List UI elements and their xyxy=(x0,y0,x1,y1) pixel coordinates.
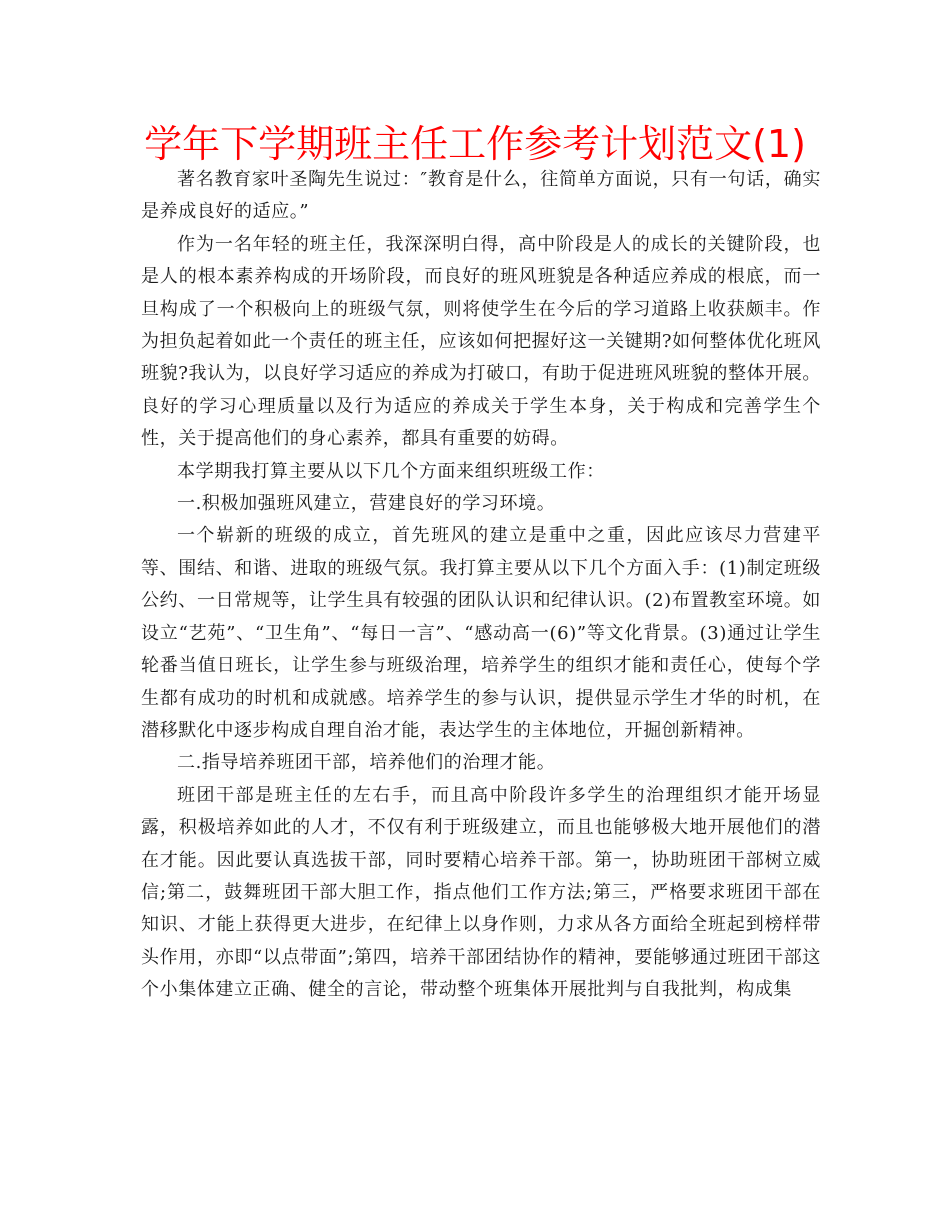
document-body xyxy=(141,164,821,1007)
paragraph-intro: 作为一名年轻的班主任，我深深明白得，高中阶段是人的成长的关键阶段，也是人的根本素养构成的开场阶段，而良好的班风班貌是各种适应养成的根底，而一旦构成了一个积极向上的班级气氛，则将使学生在今后的学习道路上收获颇丰。作为担负起着如此一个责任的班主任，应该如何把握好这一关键期?如何整体优化班风班貌?我认为，以良好学习适应的养成为打破口，有助于促进班风班貌的整体开展。良好的学习心理质量以及行为适应的养成关于学生本身，关于构成和完善学生个性，关于提高他们的身心素养，都具有重要的妨碍。 xyxy=(141,233,821,450)
paragraph-plan-overview: 本学期我打算主要从以下几个方面来组织班级工作： xyxy=(177,460,605,482)
document-title: 学年下学期班主任工作参考计划范文(1) xyxy=(144,122,806,166)
section-heading-2: 二.指导培养班团干部，培养他们的治理才能。 xyxy=(177,752,556,774)
paragraph-class-cadres: 班团干部是班主任的左右手，而且高中阶段许多学生的治理组织才能开场显露，积极培养如此的人才，不仅有利于班级建立，而且也能够极大地开展他们的潜在才能。因此要认真选拔干部，同时要精心培养干部。第一，协助班团干部树立威信;第二，鼓舞班团干部大胆工作，指点他们工作方法;第三，严格要求班团干部在知识、才能上获得更大进步，在纪律上以身作则，力求从各方面给全班起到榜样带头作用，亦即“以点带面”;第四，培养干部团结协作的精神，要能够通过班团干部这个小集体建立正确、健全的言论，带动整个班集体开展批判与自我批判，构成集 xyxy=(141,784,821,1001)
section-heading-1: 一.积极加强班风建立，营建良好的学习环境。 xyxy=(177,493,556,515)
paragraph-class-style: 一个崭新的班级的成立，首先班风的建立是重中之重，因此应该尽力营建平等、围结、和谐、进取的班级气氛。我打算主要从以下几个方面入手：(1)制定班级公约、一日常规等，让学生具有较强的团队认识和纪律认识。(2)布置教室环境。如设立“艺苑”、“卫生角”、“每日一言”、“感动高一(6)”等文化背景。(3)通过让学生轮番当值日班长，让学生参与班级治理，培养学生的组织才能和责任心，使每个学生都有成功的时机和成就感。培养学生的参与认识，提供显示学生才华的时机，在潜移默化中逐步构成自理自治才能，表达学生的主体地位，开掘创新精神。 xyxy=(141,525,821,741)
paragraph-quote: 著名教育家叶圣陶先生说过：″教育是什么，往简单方面说，只有一句话，确实是养成良好的适应。” xyxy=(141,169,821,223)
